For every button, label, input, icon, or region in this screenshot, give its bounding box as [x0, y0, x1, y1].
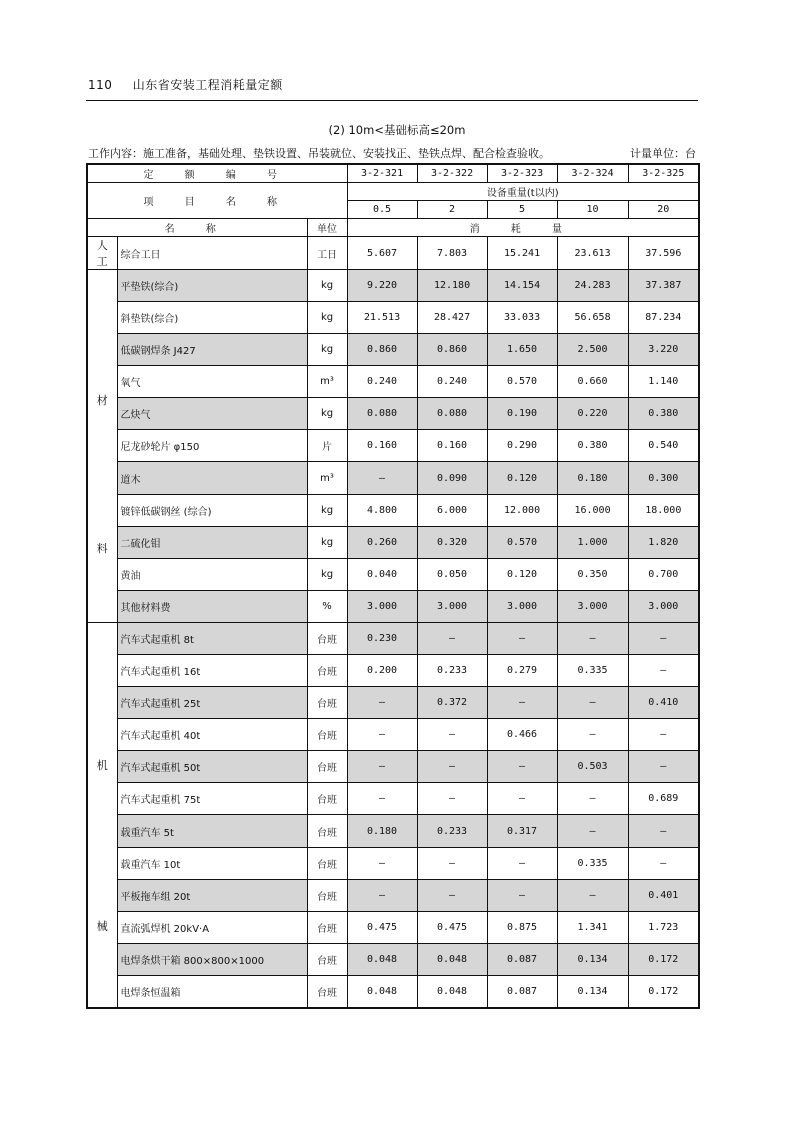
consumption-value: 0.233 — [417, 655, 487, 687]
item-unit: kg — [307, 302, 347, 334]
consumption-value: 0.180 — [557, 462, 628, 494]
consumption-value: 28.427 — [417, 302, 487, 334]
consumption-value: — — [628, 751, 699, 783]
header-rule — [86, 100, 698, 101]
consumption-value: 0.380 — [628, 398, 699, 430]
weight-value: 10 — [557, 201, 628, 219]
consumption-value: 21.513 — [347, 302, 417, 334]
consumption-value: 0.260 — [347, 526, 417, 558]
consumption-value: 0.410 — [628, 687, 699, 719]
consumption-value: 15.241 — [487, 237, 557, 270]
work-content-line — [88, 145, 696, 161]
labor-category-cell — [87, 237, 117, 270]
machine-row — [87, 751, 699, 783]
consumption-value: 0.700 — [628, 558, 699, 590]
consumption-header: 消 耗 量 — [347, 219, 699, 237]
item-name: 乙炔气 — [117, 398, 307, 430]
category-char: 工 — [96, 255, 108, 268]
consumption-value: — — [347, 462, 417, 494]
consumption-value: 0.040 — [347, 558, 417, 590]
consumption-value: 0.660 — [557, 366, 628, 398]
consumption-value: 3.000 — [557, 590, 628, 622]
consumption-value: 87.234 — [628, 302, 699, 334]
section-subtitle: (2) 10m<基础标高≤20m — [328, 123, 466, 137]
item-name: 斜垫铁(综合) — [117, 302, 307, 334]
material-row — [87, 270, 699, 302]
category-char: 料 — [96, 542, 108, 556]
item-name: 二硫化钼 — [117, 526, 307, 558]
material-row — [87, 462, 699, 494]
item-name: 低碳钢焊条 J427 — [117, 334, 307, 366]
item-unit: m³ — [307, 462, 347, 494]
consumption-value: 0.050 — [417, 558, 487, 590]
item-name: 镀锌低碳钢丝 (综合) — [117, 494, 307, 526]
consumption-value: 1.723 — [628, 911, 699, 943]
consumption-value: 3.000 — [487, 590, 557, 622]
item-unit: 台班 — [307, 911, 347, 943]
weight-value: 0.5 — [347, 201, 417, 219]
consumption-value: 12.000 — [487, 494, 557, 526]
material-row — [87, 398, 699, 430]
consumption-value: 0.860 — [417, 334, 487, 366]
consumption-value: 0.240 — [417, 366, 487, 398]
quota-code: 3-2-323 — [487, 164, 557, 183]
item-unit: kg — [307, 558, 347, 590]
consumption-value: 0.279 — [487, 655, 557, 687]
consumption-value: 3.220 — [628, 334, 699, 366]
item-unit: 台班 — [307, 847, 347, 879]
consumption-value: 33.033 — [487, 302, 557, 334]
item-unit: 台班 — [307, 783, 347, 815]
consumption-value: — — [487, 623, 557, 655]
work-content: 工作内容：施工准备，基础处理、垫铁设置、吊装就位、安装找正、垫铁点焊、配合检查验收。 — [88, 147, 550, 160]
machine-row — [87, 623, 699, 655]
consumption-value: — — [628, 719, 699, 751]
consumption-value: 0.048 — [417, 943, 487, 975]
material-row — [87, 334, 699, 366]
consumption-value: 0.048 — [347, 975, 417, 1008]
item-unit: kg — [307, 398, 347, 430]
item-unit: kg — [307, 494, 347, 526]
consumption-value: 3.000 — [628, 590, 699, 622]
consumption-value: — — [487, 687, 557, 719]
quota-table — [86, 163, 700, 1009]
consumption-value: 0.200 — [347, 655, 417, 687]
unit-column-header: 单位 — [307, 219, 347, 237]
consumption-value: 37.596 — [628, 237, 699, 270]
item-unit: 台班 — [307, 655, 347, 687]
item-name: 汽车式起重机 25t — [117, 687, 307, 719]
machine-row — [87, 687, 699, 719]
consumption-value: 0.335 — [557, 847, 628, 879]
item-unit: 台班 — [307, 879, 347, 911]
consumption-value: 0.503 — [557, 751, 628, 783]
consumption-value: 0.350 — [557, 558, 628, 590]
consumption-value: — — [557, 815, 628, 847]
material-row — [87, 430, 699, 462]
item-unit: kg — [307, 526, 347, 558]
material-row — [87, 558, 699, 590]
consumption-value: 0.160 — [347, 430, 417, 462]
category-char: 人 — [96, 239, 108, 252]
quota-code: 3-2-322 — [417, 164, 487, 183]
consumption-value: — — [628, 847, 699, 879]
consumption-value: 0.335 — [557, 655, 628, 687]
machine-category-cell — [87, 623, 117, 1009]
consumption-value: 1.000 — [557, 526, 628, 558]
labor-row — [87, 237, 699, 270]
consumption-value: — — [347, 751, 417, 783]
weight-label-row — [87, 183, 699, 201]
consumption-value: — — [417, 751, 487, 783]
machine-row — [87, 815, 699, 847]
consumption-value: — — [628, 623, 699, 655]
item-name: 直流弧焊机 20kV·A — [117, 911, 307, 943]
item-name: 载重汽车 5t — [117, 815, 307, 847]
material-row — [87, 302, 699, 334]
item-name: 载重汽车 10t — [117, 847, 307, 879]
consumption-value: 0.689 — [628, 783, 699, 815]
machine-row — [87, 719, 699, 751]
quota-code: 3-2-321 — [347, 164, 417, 183]
consumption-value: 0.172 — [628, 975, 699, 1008]
consumption-value: 0.048 — [417, 975, 487, 1008]
consumption-value: 18.000 — [628, 494, 699, 526]
consumption-value: 0.233 — [417, 815, 487, 847]
consumption-value: 0.380 — [557, 430, 628, 462]
item-unit: % — [307, 590, 347, 622]
page-number: 110 — [88, 78, 113, 92]
consumption-value: 0.540 — [628, 430, 699, 462]
page-header — [88, 76, 283, 93]
item-name: 尼龙砂轮片 φ150 — [117, 430, 307, 462]
consumption-value: 0.466 — [487, 719, 557, 751]
item-name: 综合工日 — [117, 237, 307, 270]
item-name: 汽车式起重机 75t — [117, 783, 307, 815]
consumption-value: 0.860 — [347, 334, 417, 366]
unit-label: 计量单位：台 — [630, 147, 696, 160]
consumption-value: 1.341 — [557, 911, 628, 943]
consumption-value: 0.134 — [557, 943, 628, 975]
consumption-value: 24.283 — [557, 270, 628, 302]
consumption-value: — — [557, 879, 628, 911]
material-row — [87, 526, 699, 558]
item-name: 平板拖车组 20t — [117, 879, 307, 911]
quota-code: 3-2-324 — [557, 164, 628, 183]
consumption-value: 6.000 — [417, 494, 487, 526]
consumption-value: 0.570 — [487, 366, 557, 398]
machine-row — [87, 911, 699, 943]
item-name: 电焊条烘干箱 800×800×1000 — [117, 943, 307, 975]
machine-row — [87, 879, 699, 911]
consumption-value: 0.190 — [487, 398, 557, 430]
consumption-value: 0.290 — [487, 430, 557, 462]
item-unit: kg — [307, 334, 347, 366]
weight-value: 20 — [628, 201, 699, 219]
consumption-value: 5.607 — [347, 237, 417, 270]
consumption-value: — — [487, 879, 557, 911]
consumption-value: — — [557, 783, 628, 815]
item-name: 平垫铁(综合) — [117, 270, 307, 302]
consumption-value: 0.080 — [347, 398, 417, 430]
category-char: 机 — [96, 759, 108, 773]
consumption-value: 0.570 — [487, 526, 557, 558]
consumption-value: — — [417, 879, 487, 911]
category-char: 械 — [96, 920, 108, 934]
consumption-value: — — [628, 655, 699, 687]
material-category-cell — [87, 270, 117, 623]
consumption-value: — — [628, 815, 699, 847]
quota-code: 3-2-325 — [628, 164, 699, 183]
item-unit: 台班 — [307, 623, 347, 655]
consumption-value: 23.613 — [557, 237, 628, 270]
machine-row — [87, 975, 699, 1008]
item-name: 黄油 — [117, 558, 307, 590]
material-row — [87, 494, 699, 526]
material-row — [87, 366, 699, 398]
consumption-value: 0.087 — [487, 943, 557, 975]
item-unit: 台班 — [307, 815, 347, 847]
item-name: 氧气 — [117, 366, 307, 398]
consumption-value: 3.000 — [417, 590, 487, 622]
consumption-value: 0.120 — [487, 462, 557, 494]
weight-label: 设备重量(t以内) — [347, 183, 699, 201]
consumption-value: 0.134 — [557, 975, 628, 1008]
consumption-value: 0.180 — [347, 815, 417, 847]
consumption-value: 1.140 — [628, 366, 699, 398]
consumption-value: 0.172 — [628, 943, 699, 975]
item-name-label: 项 目 名 称 — [87, 183, 347, 219]
item-name: 汽车式起重机 16t — [117, 655, 307, 687]
item-unit: 台班 — [307, 687, 347, 719]
consumption-value: 0.087 — [487, 975, 557, 1008]
consumption-value: 14.154 — [487, 270, 557, 302]
quota-code-label: 定 额 编 号 — [87, 164, 347, 183]
consumption-value: 16.000 — [557, 494, 628, 526]
consumption-value: 1.820 — [628, 526, 699, 558]
consumption-value: 0.080 — [417, 398, 487, 430]
item-unit: 工日 — [307, 237, 347, 270]
machine-row — [87, 847, 699, 879]
consumption-value: 0.090 — [417, 462, 487, 494]
consumption-value: 37.387 — [628, 270, 699, 302]
consumption-value: 0.230 — [347, 623, 417, 655]
consumption-value: 0.320 — [417, 526, 487, 558]
consumption-value: — — [487, 847, 557, 879]
quota-table-body — [87, 164, 699, 1008]
item-unit: 台班 — [307, 751, 347, 783]
machine-row — [87, 783, 699, 815]
consumption-value: 0.120 — [487, 558, 557, 590]
consumption-value: — — [347, 719, 417, 751]
item-unit: 台班 — [307, 943, 347, 975]
item-unit: kg — [307, 270, 347, 302]
consumption-value: 2.500 — [557, 334, 628, 366]
consumption-value: 0.401 — [628, 879, 699, 911]
item-name: 汽车式起重机 50t — [117, 751, 307, 783]
consumption-value: 0.240 — [347, 366, 417, 398]
item-name: 电焊条恒温箱 — [117, 975, 307, 1008]
consumption-value: 0.300 — [628, 462, 699, 494]
item-name: 汽车式起重机 40t — [117, 719, 307, 751]
consumption-value: 9.220 — [347, 270, 417, 302]
consumption-value: — — [347, 847, 417, 879]
consumption-value: 0.160 — [417, 430, 487, 462]
item-unit: m³ — [307, 366, 347, 398]
item-name: 道木 — [117, 462, 307, 494]
consumption-value: — — [417, 847, 487, 879]
consumption-value: 0.475 — [417, 911, 487, 943]
consumption-value: — — [347, 879, 417, 911]
quota-code-row — [87, 164, 699, 183]
item-unit: 片 — [307, 430, 347, 462]
consumption-value: 0.372 — [417, 687, 487, 719]
name-column-header: 名 称 — [87, 219, 307, 237]
consumption-value: 7.803 — [417, 237, 487, 270]
consumption-value: — — [417, 623, 487, 655]
consumption-value: — — [557, 719, 628, 751]
consumption-value: — — [487, 783, 557, 815]
item-unit: 台班 — [307, 975, 347, 1008]
item-name: 汽车式起重机 8t — [117, 623, 307, 655]
consumption-value: 3.000 — [347, 590, 417, 622]
consumption-value: — — [417, 719, 487, 751]
consumption-value: — — [557, 623, 628, 655]
column-header-row — [87, 219, 699, 237]
consumption-value: 0.220 — [557, 398, 628, 430]
book-title: 山东省安装工程消耗量定额 — [132, 78, 283, 92]
weight-value: 2 — [417, 201, 487, 219]
consumption-value: 0.317 — [487, 815, 557, 847]
consumption-value: 1.650 — [487, 334, 557, 366]
consumption-value: 56.658 — [557, 302, 628, 334]
consumption-value: 4.800 — [347, 494, 417, 526]
consumption-value: — — [347, 783, 417, 815]
consumption-value: — — [557, 687, 628, 719]
material-row — [87, 590, 699, 622]
item-name: 其他材料费 — [117, 590, 307, 622]
consumption-value: — — [487, 751, 557, 783]
consumption-value: 0.475 — [347, 911, 417, 943]
consumption-value: 0.048 — [347, 943, 417, 975]
machine-row — [87, 655, 699, 687]
consumption-value: — — [347, 687, 417, 719]
consumption-value: 12.180 — [417, 270, 487, 302]
weight-value: 5 — [487, 201, 557, 219]
machine-row — [87, 943, 699, 975]
consumption-value: — — [417, 783, 487, 815]
consumption-value: 0.875 — [487, 911, 557, 943]
item-unit: 台班 — [307, 719, 347, 751]
category-char: 材 — [96, 394, 108, 408]
